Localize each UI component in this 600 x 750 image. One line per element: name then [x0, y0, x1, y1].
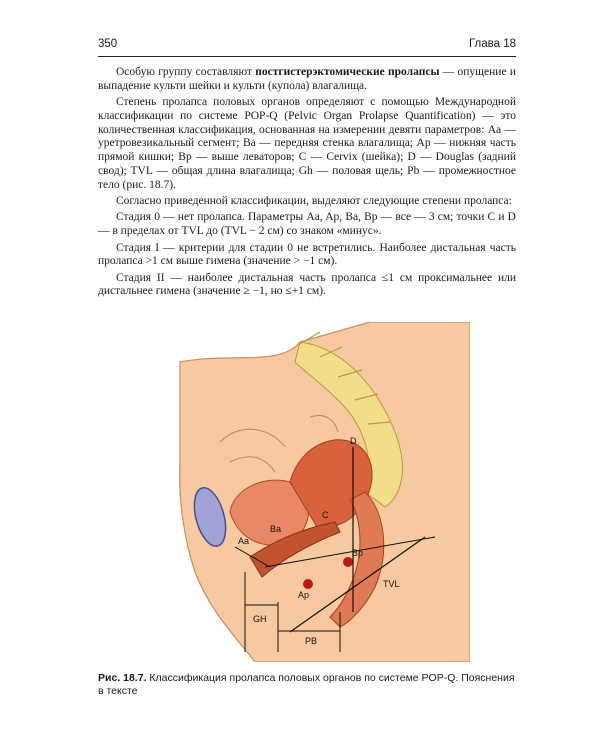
- body-text: [98, 66, 516, 302]
- paragraph-3: Согласно приведенной классификации, выделяют следующие степени пролапса:: [116, 195, 512, 208]
- page-header: [98, 38, 516, 57]
- label-ba: Ba: [270, 524, 282, 534]
- figure-caption: [98, 672, 516, 697]
- paragraph-stage-1: Стадия I — критерии для стадии 0 не встретились. Наиболее дистальная часть пролапса >1 см выше гимена (значение > −1 см).: [98, 241, 516, 268]
- anatomy-illustration: [170, 322, 470, 662]
- caption-text: Классификация пролапса половых органов по системе POP-Q. Пояснения в тексте: [98, 672, 515, 697]
- label-pb: PB: [305, 636, 318, 646]
- paragraph-stage-0: Стадия 0 — нет пролапса. Параметры Aa, Ap, Ba, Bp — все — 3 см; точки C и D — в пределах от TVL до (TVL − 2 см) со знаком «минус».: [98, 211, 516, 238]
- bold-term: постгистерэктомические пролапсы: [255, 66, 440, 78]
- label-tvl: TVL: [383, 579, 400, 589]
- label-ap: Ap: [298, 590, 310, 600]
- paragraph-2: Степень пролапса половых органов определяют с помощью Международной классификации по системе POP-Q (Pelvic Organ Prolapse Quantification) — это количественная классификация, основанная на измерении девяти параметров: Aa — уретровезикальный сегмент; Ba — передняя стенка влагалища; Ap — нижняя часть прямой кишки; Bp — выше леваторов; C — Cervix (шейка); D — Douglas (задний свод); TVL — общая длина влагалища; Gh — половая щель; Pb — промежностное тело (рис. 18.7).: [98, 96, 516, 191]
- point-bp-marker: [343, 557, 353, 567]
- caption-label: Рис. 18.7.: [98, 672, 147, 684]
- label-c: C: [322, 510, 329, 520]
- paragraph-1: Особую группу составляют постгистерэктомические пролапсы — опущение и выпадение культи шейки и культи (купола) влагалища.: [98, 66, 517, 92]
- chapter-title: Глава 18: [468, 38, 516, 50]
- label-aa: Aa: [238, 536, 250, 546]
- pop-q-figure: [170, 322, 470, 662]
- page-number: 350: [98, 38, 118, 50]
- point-ap-marker: [303, 579, 313, 589]
- label-d: D: [350, 436, 357, 446]
- paragraph-stage-2: Стадия II — наиболее дистальная часть пролапса ≤1 см проксимальнее или дистальнее гимена (значение ≥ −1, но ≤+1 см).: [98, 271, 516, 298]
- label-gh: GH: [253, 614, 267, 624]
- label-bp: Bp: [352, 548, 364, 558]
